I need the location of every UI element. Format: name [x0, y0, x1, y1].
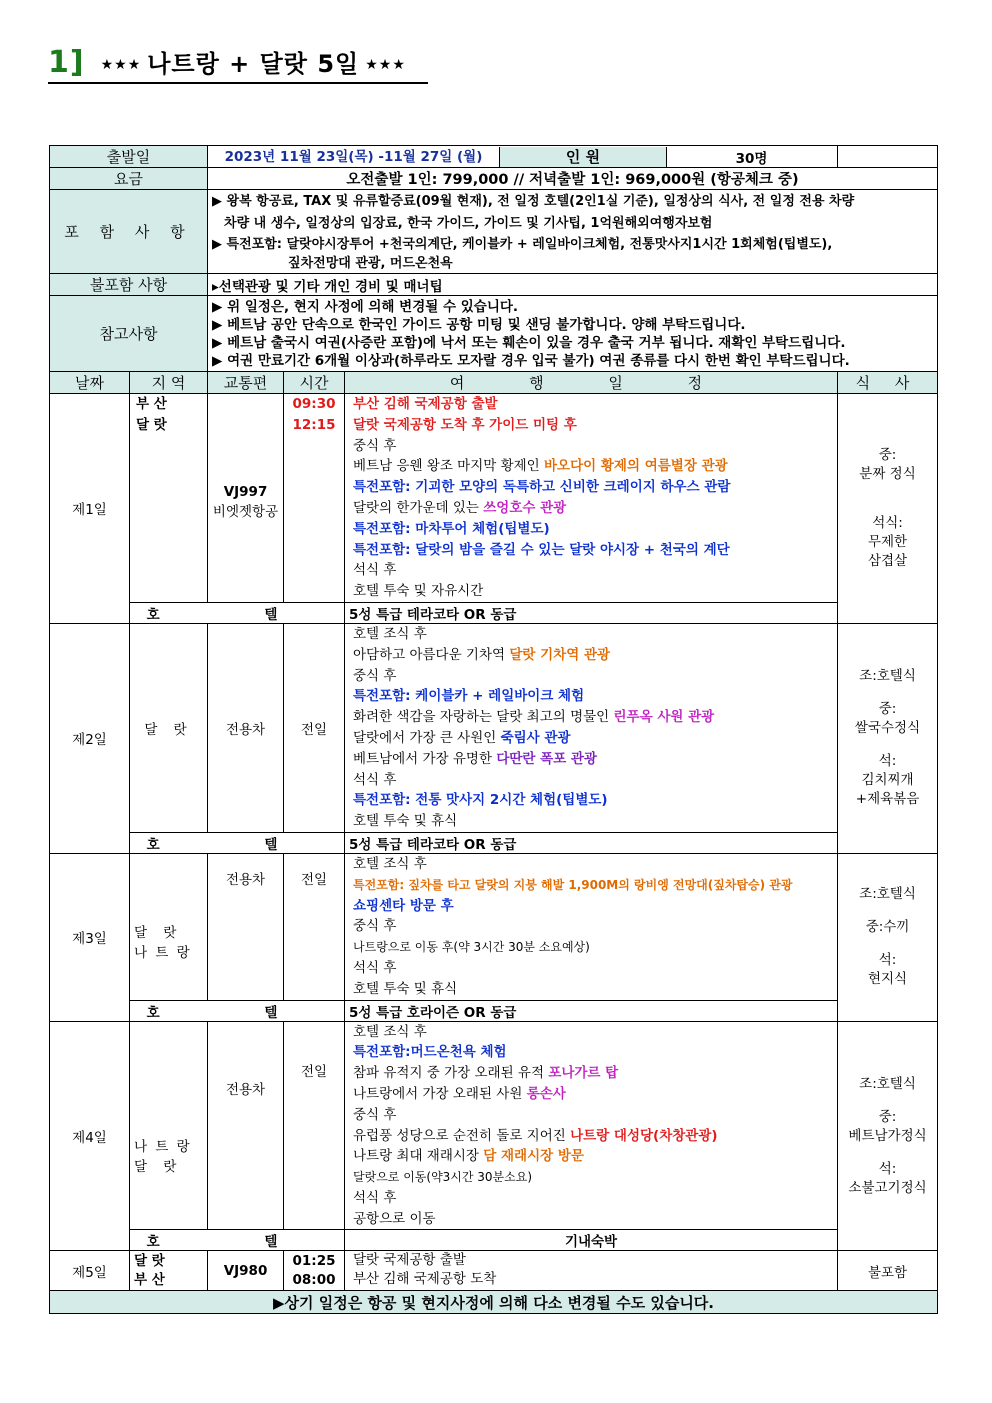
time-depart: 01:25	[292, 1252, 336, 1269]
meal-dinner: 현지식	[867, 971, 908, 988]
note-line: ▶ 베트남 공안 단속으로 한국인 가이드 공항 미팅 및 샌딩 불가합니다. 양해 부탁드립니다.	[212, 316, 746, 333]
depart-label: 출발일	[50, 146, 208, 168]
meal-lunch: 베트남가정식	[848, 1127, 927, 1144]
fee-label: 요금	[50, 168, 208, 190]
day-transport	[208, 394, 284, 603]
itinerary-line: 호텔 조식 후	[353, 625, 427, 642]
meal-breakfast: 조:호텔식	[859, 886, 916, 903]
day-region: 달 랏	[130, 623, 208, 832]
meal-lunch: 쌀국수정식	[854, 720, 921, 737]
day-meals	[838, 853, 938, 1021]
itinerary-line: 특전포함: 기괴한 모양의 독특하고 신비한 크레이지 하우스 관람	[353, 479, 731, 496]
day-time: 전일	[284, 1021, 345, 1230]
meal-dinner: 무제한	[867, 533, 908, 550]
region-nhatrang: 나 트 랑	[134, 944, 192, 961]
itinerary-table	[49, 145, 938, 1314]
exclude-value: ▸선택관광 및 기타 개인 경비 및 매너팁	[208, 274, 938, 296]
hotel-label: 호 텔	[130, 832, 345, 853]
title-text: 나트랑 + 달랏 5일	[147, 50, 360, 78]
title-stars-left: ★★★	[100, 57, 142, 73]
itinerary-line: 베트남에서 가장 유명한 다딴란 폭포 관광	[353, 750, 597, 767]
exclude-label: 불포함 사항	[50, 274, 208, 296]
day-time: 전일	[284, 623, 345, 832]
time-depart: 09:30	[292, 396, 336, 412]
day-region	[130, 1021, 208, 1230]
itinerary-line: 호텔 조식 후	[353, 855, 427, 872]
itinerary-line: 달랏에서 가장 큰 사원인 죽림사 관광	[353, 729, 571, 746]
itinerary-line: 나트랑으로 이동 후(약 3시간 30분 소요예상)	[353, 940, 590, 955]
day-label: 제2일	[50, 623, 130, 853]
meal-dinner-label: 석:	[878, 1160, 897, 1177]
hotel-value: 5성 특급 테라코타 OR 동급	[345, 832, 838, 853]
itinerary-line: 유럽풍 성당으로 순전히 돌로 지어진 나트랑 대성당(차창관광)	[353, 1127, 718, 1144]
hotel-label: 호 텔	[130, 1230, 345, 1251]
day-itinerary	[345, 623, 838, 832]
itinerary-line: 부산 김해 국제공항 도착	[353, 1271, 497, 1288]
day-times	[284, 394, 345, 603]
meal-dinner: 김치찌개	[861, 772, 914, 789]
hotel-value: 5성 특급 호라이즌 OR 동급	[345, 1000, 838, 1021]
meal-breakfast: 조:호텔식	[859, 1075, 916, 1092]
itinerary-line: 아담하고 아름다운 기차역 달랏 기차역 관광	[353, 646, 611, 663]
time-arrive: 08:00	[292, 1271, 336, 1288]
day-meals: 불포함	[838, 1251, 938, 1291]
itinerary-line: 부산 김해 국제공항 출발	[353, 396, 498, 412]
note-line: ▶ 여권 만료기간 6개월 이상과(하루라도 모자랄 경우 입국 불가) 여권 종류를 다시 한번 확인 부탁드립니다.	[212, 352, 850, 369]
itinerary-line: 특전포함: 달랏의 밤을 즐길 수 있는 달랏 야시장 + 천국의 계단	[353, 541, 730, 558]
meal-breakfast: 조:호텔식	[859, 668, 916, 685]
region-busan: 부 산	[136, 396, 167, 412]
itinerary-line: 중식 후	[353, 437, 397, 454]
day-transport: 전용차	[208, 1021, 284, 1230]
col-meal: 식 사	[838, 372, 938, 394]
meal-dinner: 소불고기정식	[848, 1179, 927, 1196]
include-line: 짚차전망대 관광, 머드온천욕	[288, 255, 453, 271]
meal-lunch-label: 중:	[878, 1108, 897, 1125]
day-region	[130, 1251, 208, 1291]
meal-dinner-label: 석식:	[872, 514, 903, 531]
itinerary-line: 석식 후	[353, 562, 397, 579]
meal-dinner: +제육볶음	[855, 791, 920, 808]
footer-note: ▶상기 일정은 항공 및 현지사정에 의해 다소 변경될 수도 있습니다.	[50, 1291, 938, 1314]
day-itinerary	[345, 1021, 838, 1230]
itinerary-line: 호텔 조식 후	[353, 1023, 427, 1040]
itinerary-line: 베트남 응웬 왕조 마지막 황제인 바오다이 황제의 여름별장 관광	[353, 458, 728, 475]
meal-lunch: 분짜 정식	[859, 465, 916, 482]
day-label: 제5일	[50, 1251, 130, 1291]
region-dalat: 달 랏	[134, 1252, 165, 1269]
itinerary-line: 특전포함:머드온천욕 체험	[353, 1044, 507, 1061]
itinerary-line: 달랏 국제공항 출발	[353, 1252, 466, 1269]
itinerary-line: 참파 유적지 중 가장 오래된 유적 포나가르 탑	[353, 1065, 619, 1082]
itinerary-line: 특전포함: 짚차를 타고 달랏의 지붕 해발 1,900M의 랑비엥 전망대(짚차탑승) 관광	[353, 877, 793, 892]
itinerary-line: 달랏 국제공항 도착 후 가이드 미팅 후	[353, 416, 577, 433]
meal-dinner: 삼겹살	[867, 552, 908, 569]
depart-value: 2023년 11월 23일(목) -11월 27일 (월)	[208, 147, 500, 167]
itinerary-line: 호텔 투숙 및 휴식	[353, 813, 458, 830]
region-busan: 부 산	[134, 1271, 165, 1288]
day-itinerary	[345, 394, 838, 603]
itinerary-line: 특전포함: 케이블카 + 레일바이크 체험	[353, 688, 585, 705]
day-region	[130, 394, 208, 603]
region-nhatrang: 나 트 랑	[134, 1138, 192, 1155]
include-line: ▶ 특전포함: 달랏야시장투어 +천국의계단, 케이블카 + 레일바이크체험, 전통맛사지1시간 1회체험(팁별도),	[212, 236, 833, 252]
title-stars-right: ★★★	[365, 57, 406, 73]
meal-dinner-label: 석:	[878, 753, 897, 770]
itinerary-line: 호텔 투숙 및 휴식	[353, 980, 458, 997]
day-meals	[838, 394, 938, 624]
include-label: 포 함 사 항	[50, 190, 208, 274]
include-line: ▶ 왕복 항공료, TAX 및 유류할증료(09월 현재), 전 일정 호텔(2인1실 기준), 일정상의 식사, 전 일정 전용 차량	[212, 193, 855, 209]
itinerary-line: 석식 후	[353, 771, 397, 788]
itinerary-line: 특전포함: 전통 맛사지 2시간 체험(팁별도)	[353, 792, 608, 809]
itinerary-line: 달랏으로 이동(약3시간 30분소요)	[353, 1170, 533, 1185]
include-line: 차량 내 생수, 일정상의 입장료, 한국 가이드, 가이드 및 기사팁, 1억원해외여행자보험	[224, 215, 713, 231]
day-meals	[838, 1021, 938, 1251]
people-value: 30명	[702, 146, 802, 168]
hotel-value: 기내숙박	[345, 1230, 838, 1251]
col-transport: 교통편	[208, 372, 284, 394]
meal-lunch: 중:수끼	[865, 919, 910, 936]
itinerary-line: 나트랑 최대 재래시장 담 재래시장 방문	[353, 1148, 584, 1165]
meal-lunch-label: 중:	[878, 701, 897, 718]
region-dalat: 달 랏	[134, 1158, 183, 1175]
region-dalat: 달 랏	[134, 924, 183, 941]
itinerary-line: 달랏의 한가운데 있는 쓰엉호수 관광	[353, 499, 567, 516]
itinerary-line: 호텔 투숙 및 자유시간	[353, 583, 484, 600]
day-region	[130, 853, 208, 1000]
flight-number: VJ997	[223, 483, 268, 500]
day-transport: 전용차	[208, 623, 284, 832]
col-date: 날짜	[50, 372, 130, 394]
people-label: 인 원	[500, 147, 667, 167]
include-box	[208, 190, 938, 274]
itinerary-line: 특전포함: 마차투어 체험(팁별도)	[353, 520, 550, 537]
day-meals	[838, 623, 938, 853]
note-line: ▶ 베트남 출국시 여권(사증란 포함)에 낙서 또는 훼손이 있을 경우 출국 거부 됩니다. 재확인 부탁드립니다.	[212, 334, 846, 351]
itinerary-line: 중식 후	[353, 918, 397, 935]
note-line: ▶ 위 일정은, 현지 사정에 의해 변경될 수 있습니다.	[212, 298, 519, 315]
day-times	[284, 1251, 345, 1291]
notes-box	[208, 296, 938, 372]
hotel-value: 5성 특급 테라코타 OR 동급	[345, 602, 838, 623]
time-arrive: 12:15	[292, 416, 336, 433]
itinerary-line: 중식 후	[353, 667, 397, 684]
itinerary-line: 석식 후	[353, 959, 397, 976]
itinerary-line: 석식 후	[353, 1189, 397, 1206]
itinerary-line: 나트랑에서 가장 오래된 사원 롱손사	[353, 1085, 566, 1102]
day-label: 제1일	[50, 394, 130, 624]
day-label: 제4일	[50, 1021, 130, 1251]
page-title	[48, 44, 428, 84]
col-region: 지 역	[130, 372, 208, 394]
day-itinerary	[345, 1251, 838, 1291]
col-itinerary: 여 행 일 정	[345, 372, 838, 394]
itinerary-line: 중식 후	[353, 1106, 397, 1123]
itinerary-line: 화려한 색감을 자랑하는 달랏 최고의 명물인 린푸옥 사원 관광	[353, 709, 715, 726]
day-label: 제3일	[50, 853, 130, 1021]
day-itinerary	[345, 853, 838, 1000]
itinerary-line: 공항으로 이동	[353, 1210, 436, 1227]
hotel-label: 호 텔	[130, 1000, 345, 1021]
day-transport: 전용차	[208, 853, 284, 1000]
airline: 비엣젯항공	[212, 503, 279, 520]
fee-value: 오전출발 1인: 799,000 // 저녁출발 1인: 969,000원 (항공체크 중)	[208, 168, 938, 190]
col-time: 시간	[284, 372, 345, 394]
flight-number: VJ980	[208, 1251, 284, 1291]
itinerary-line: 쇼핑센타 방문 후	[353, 897, 454, 914]
region-dalat: 달 랏	[136, 416, 167, 433]
meal-lunch-label: 중:	[878, 446, 897, 463]
title-number: 1]	[48, 45, 85, 80]
notes-label: 참고사항	[50, 296, 208, 372]
hotel-label: 호 텔	[130, 602, 345, 623]
day-time: 전일	[284, 853, 345, 1000]
meal-dinner-label: 석:	[878, 952, 897, 969]
